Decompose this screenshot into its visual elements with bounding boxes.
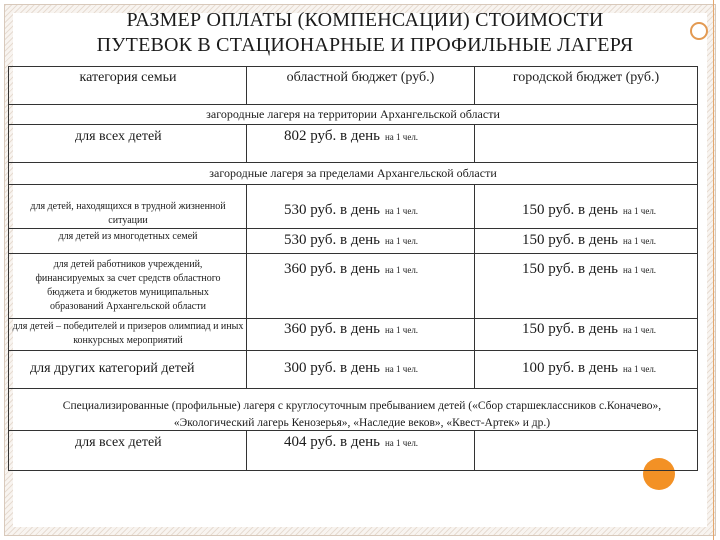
- table-border-bottom: [8, 470, 698, 471]
- per-person-note: на 1 чел.: [384, 265, 419, 275]
- title-line-2: ПУТЕВОК В СТАЦИОНАРНЫЕ И ПРОФИЛЬНЫЕ ЛАГЕРЯ: [96, 34, 634, 56]
- amount-value: 150 руб. в день: [522, 261, 618, 277]
- row-other-regional: [284, 360, 418, 377]
- amount-value: 530 руб. в день: [284, 202, 380, 218]
- row-other-city: [522, 360, 656, 377]
- col-divider: [246, 124, 247, 162]
- row-large-families-label: для детей из многодетных семей: [58, 231, 198, 242]
- row-winners-label: для детей – победителей и призеров олимпиад и иных конкурсных мероприятий: [12, 321, 244, 346]
- row-divider: [8, 253, 698, 254]
- per-person-note: на 1 чел.: [384, 325, 419, 335]
- per-person-note: на 1 чел.: [384, 132, 419, 142]
- per-person-note: на 1 чел.: [384, 438, 419, 448]
- section-specialized-camps: Специализированные (профильные) лагеря с круглосуточным пребыванием детей («Сбор старшеклассников с.Коначево», «Экологический лагерь Кенозерья», «Наследие веков», «Квест-Артек» и др.): [62, 400, 662, 429]
- amount-value: 150 руб. в день: [522, 232, 618, 248]
- row-special-all-regional: [284, 434, 418, 451]
- per-person-note: на 1 чел.: [622, 265, 657, 275]
- header-city-budget: городской бюджет (руб.): [512, 70, 660, 85]
- section-inside-region: загородные лагеря на территории Архангельской области: [206, 107, 500, 121]
- per-person-note: на 1 чел.: [622, 236, 657, 246]
- col-divider: [246, 184, 247, 388]
- row-all-children-label: для всех детей: [75, 129, 162, 144]
- amount-value: 530 руб. в день: [284, 232, 380, 248]
- row-public-employees-regional: [284, 261, 418, 278]
- per-person-note: на 1 чел.: [622, 325, 657, 335]
- col-divider: [474, 184, 475, 388]
- row-divider: [8, 350, 698, 351]
- row-other-label: для других категорий детей: [30, 361, 195, 376]
- row-hardship-city: [522, 202, 656, 219]
- per-person-note: на 1 чел.: [622, 364, 657, 374]
- amount-value: 150 руб. в день: [522, 321, 618, 337]
- row-special-all-label: для всех детей: [75, 435, 162, 450]
- row-large-families-city: [522, 232, 656, 249]
- row-divider: [8, 388, 698, 389]
- decorative-circle-bottom: [643, 458, 675, 490]
- title-line-1: РАЗМЕР ОПЛАТЫ (КОМПЕНСАЦИИ) СТОИМОСТИ: [126, 9, 604, 31]
- row-divider: [8, 318, 698, 319]
- row-winners-regional: [284, 321, 418, 338]
- row-all-children-regional: [284, 128, 418, 145]
- accent-line: [713, 0, 714, 540]
- header-regional-budget: областной бюджет (руб.): [286, 70, 435, 85]
- row-hardship-label: для детей, находящихся в трудной жизненной ситуации: [30, 201, 226, 226]
- amount-value: 802 руб. в день: [284, 128, 380, 144]
- amount-value: 360 руб. в день: [284, 321, 380, 337]
- amount-value: 300 руб. в день: [284, 360, 380, 376]
- row-divider: [8, 104, 698, 105]
- row-divider: [8, 184, 698, 185]
- col-divider: [474, 430, 475, 470]
- per-person-note: на 1 чел.: [384, 206, 419, 216]
- page-title: [20, 8, 710, 58]
- table-border-right: [697, 66, 698, 471]
- amount-value: 100 руб. в день: [522, 360, 618, 376]
- table-border-top: [8, 66, 698, 67]
- section-outside-region: загородные лагеря за пределами Архангельской области: [209, 166, 497, 180]
- amount-value: 360 руб. в день: [284, 261, 380, 277]
- table-border-left: [8, 66, 9, 471]
- per-person-note: на 1 чел.: [622, 206, 657, 216]
- row-public-employees-label: для детей работников учреждений, финансируемых за счет средств областного бюджета и бюджетов муниципальных образований Архангельской области: [35, 259, 221, 312]
- amount-value: 150 руб. в день: [522, 202, 618, 218]
- row-divider: [8, 162, 698, 163]
- per-person-note: на 1 чел.: [384, 236, 419, 246]
- row-divider: [8, 228, 698, 229]
- col-divider: [246, 430, 247, 470]
- row-winners-city: [522, 321, 656, 338]
- row-divider: [8, 124, 698, 125]
- header-category: категория семьи: [79, 70, 177, 85]
- row-hardship-regional: [284, 202, 418, 219]
- row-large-families-regional: [284, 232, 418, 249]
- amount-value: 404 руб. в день: [284, 434, 380, 450]
- per-person-note: на 1 чел.: [384, 364, 419, 374]
- col-divider: [474, 124, 475, 162]
- row-public-employees-city: [522, 261, 656, 278]
